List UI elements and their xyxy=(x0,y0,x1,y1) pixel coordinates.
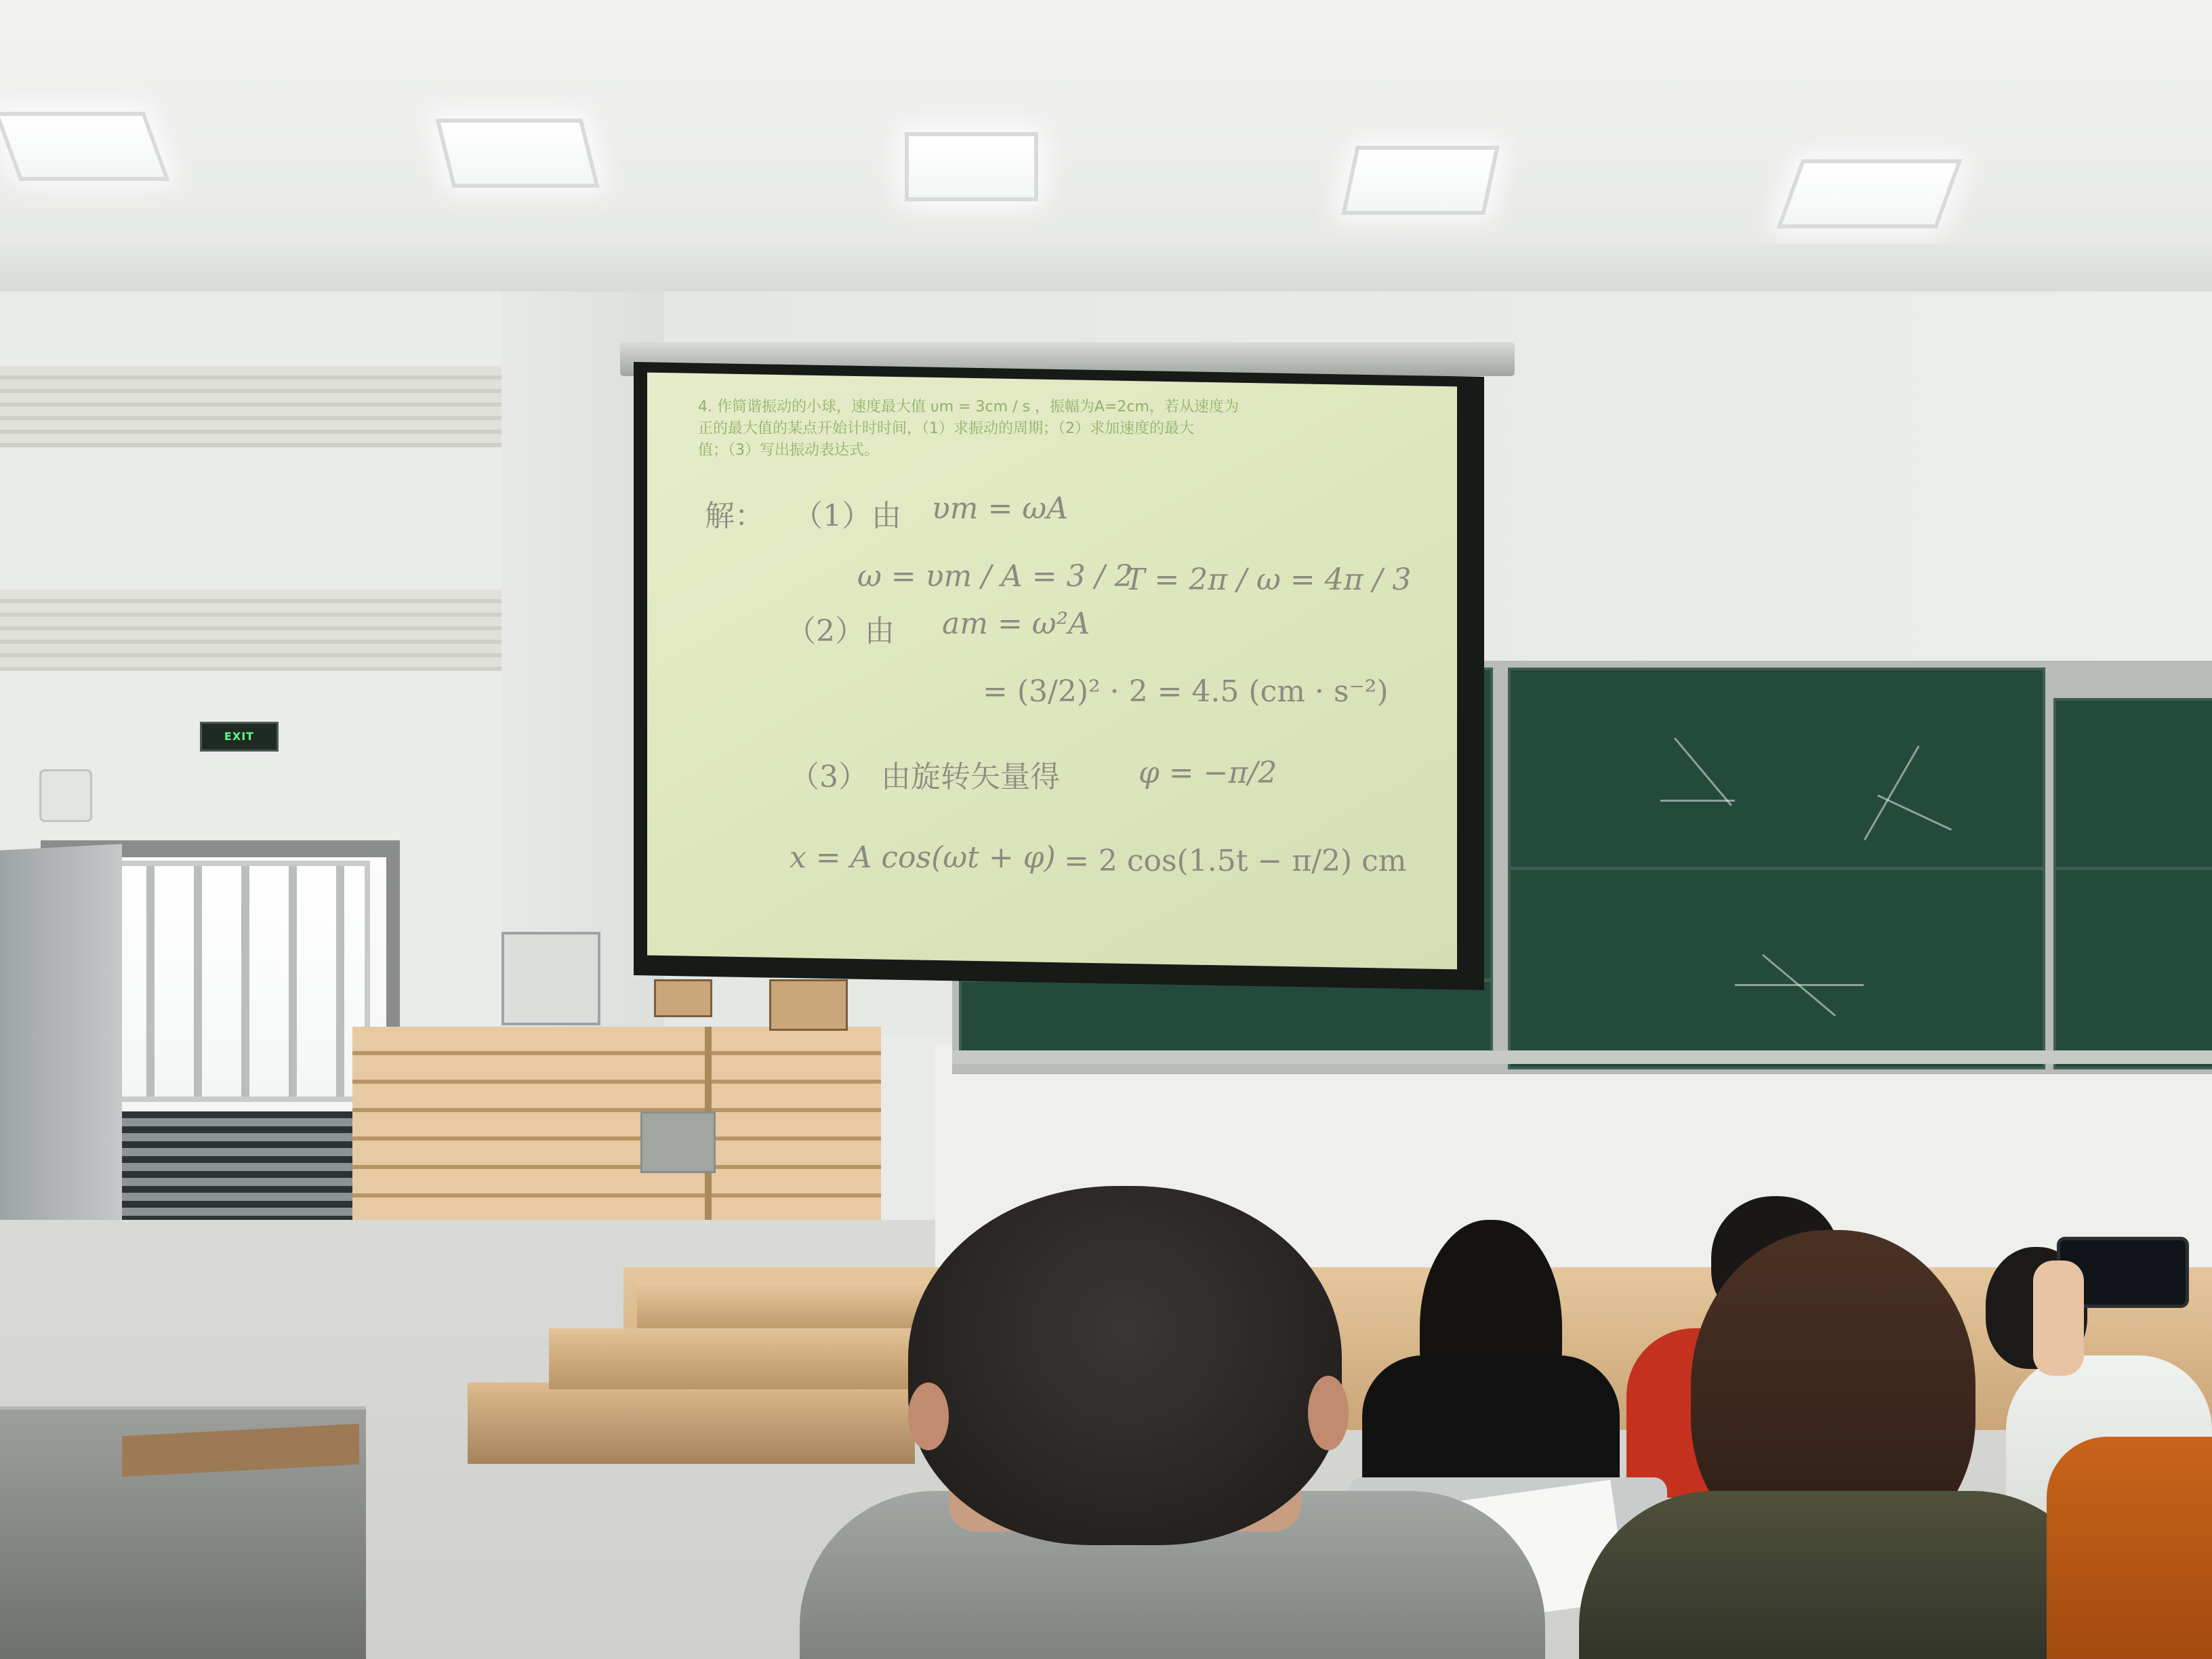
chalkboard-upper-middle xyxy=(1508,668,2045,869)
ceiling-light xyxy=(1776,159,1962,228)
chalkboard-upper-right xyxy=(2053,698,2212,869)
ceiling-beam xyxy=(0,244,2212,291)
chalkboard-lower-right xyxy=(2053,867,2212,1069)
chalkboard-lower-left xyxy=(959,979,1493,1056)
student-head xyxy=(908,1186,1342,1545)
student-ear xyxy=(1308,1376,1349,1450)
chalk-line xyxy=(1660,800,1735,802)
corridor-window xyxy=(102,861,370,1102)
period-result: T = 2π / ω = 4π / 3 xyxy=(1125,562,1412,597)
wall-speaker xyxy=(39,769,92,822)
step1-equation: υm = ωA xyxy=(932,491,1068,526)
ceiling-light xyxy=(435,119,599,188)
omega-result: ω = υm / A = 3 / 2 xyxy=(857,559,1134,594)
step2-label: （2）由 xyxy=(786,614,895,649)
phase-result: φ = −π/2 xyxy=(1139,756,1277,790)
student-jacket xyxy=(1579,1491,2108,1659)
stage-step xyxy=(468,1382,915,1464)
wall-switch-box xyxy=(640,1111,716,1173)
student-orange-jacket xyxy=(2047,1437,2212,1659)
final-equation-left: x = A cos(ωt + φ) xyxy=(790,840,1056,875)
wall-box xyxy=(769,979,848,1031)
chalk-line xyxy=(1735,984,1864,986)
problem-statement xyxy=(698,396,1450,462)
wall-box xyxy=(654,979,712,1017)
ceiling-light xyxy=(1341,146,1500,215)
projector-screen xyxy=(647,373,1457,970)
step2-equation: am = ω²A xyxy=(942,607,1090,641)
electrical-panel xyxy=(501,932,600,1025)
solution-label: 解： xyxy=(705,499,764,533)
chalkboard-lower-middle xyxy=(1508,867,2045,1069)
student-ear xyxy=(908,1382,949,1450)
problem-line: 正的最大值的某点开始计时时间，（1）求振动的周期；（2）求加速度的最大 xyxy=(698,420,1194,437)
problem-line: 4. 作简谐振动的小球，速度最大值 υm = 3cm / s ，振幅为A=2cm，若从速度为 xyxy=(698,398,1239,415)
stage-step xyxy=(549,1328,928,1389)
hand xyxy=(2033,1261,2084,1376)
step3-label: （3） xyxy=(790,760,868,794)
step1-label: （1）由 xyxy=(793,499,901,533)
step3-text: 由旋转矢量得 xyxy=(881,760,1060,794)
exit-sign: EXIT xyxy=(200,722,279,752)
ceiling-light xyxy=(905,132,1038,201)
ceiling xyxy=(0,0,2212,271)
chalk-tray xyxy=(952,1050,2212,1064)
problem-line: 值；（3）写出振动表达式。 xyxy=(698,442,879,459)
acceleration-result: = (3/2)² · 2 = 4.5 (cm · s⁻²) xyxy=(983,674,1389,709)
ceiling-light xyxy=(0,112,170,181)
final-equation-right: = 2 cos(1.5t − π/2) cm xyxy=(1064,844,1407,878)
radiator xyxy=(95,1111,359,1220)
